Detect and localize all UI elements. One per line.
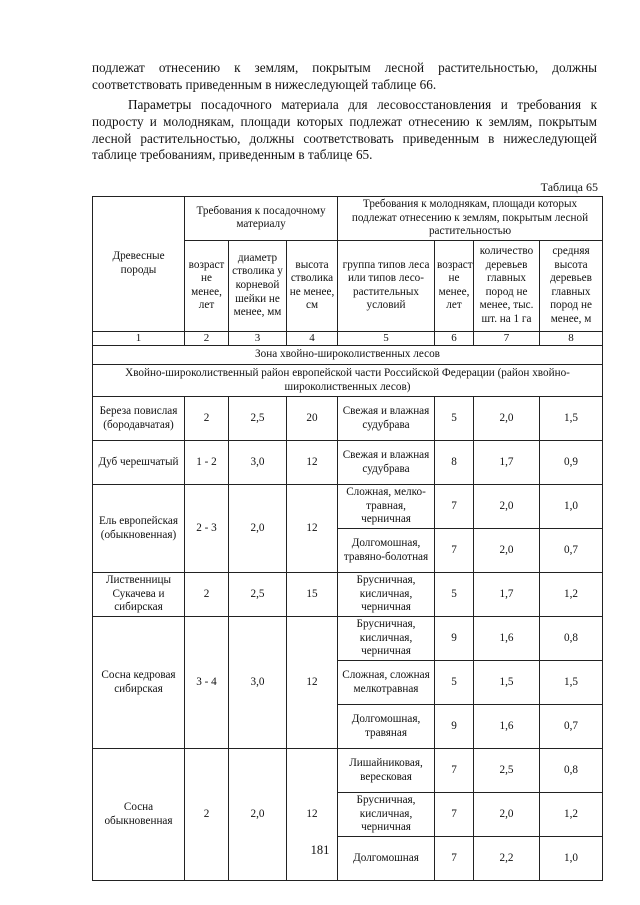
header-species: Древесные породы [93, 197, 185, 332]
planting-age-cell: 2 [185, 749, 229, 881]
header-planting-material: Требования к посадочному материалу [185, 197, 338, 241]
col-number: 5 [338, 331, 435, 346]
young-age-cell: 7 [435, 529, 474, 573]
tree-count-cell: 1,5 [474, 661, 540, 705]
header-young-age: возраст не менее, лет [435, 240, 474, 331]
header-avg-height: средняя высота деревьев главных пород не менее, м [540, 240, 603, 331]
avg-height-cell: 1,2 [540, 573, 603, 617]
planting-age-cell: 2 [185, 573, 229, 617]
height-cell: 12 [287, 749, 338, 881]
avg-height-cell: 1,5 [540, 661, 603, 705]
avg-height-cell: 1,0 [540, 837, 603, 881]
tree-count-cell: 2,0 [474, 529, 540, 573]
header-diameter: диаметр стволика у корневой шейки не менее, мм [229, 240, 287, 331]
height-cell: 20 [287, 397, 338, 441]
header-tree-count: количество деревьев главных пород не менее, тыс. шт. на 1 га [474, 240, 540, 331]
table-row [93, 617, 603, 661]
species-cell: Сосна обыкновенная [93, 749, 185, 881]
avg-height-cell: 0,7 [540, 529, 603, 573]
col-number: 4 [287, 331, 338, 346]
planting-age-cell: 2 - 3 [185, 485, 229, 573]
diameter-cell: 2,5 [229, 573, 287, 617]
species-cell: Дуб черешчатый [93, 441, 185, 485]
table-row [93, 573, 603, 617]
tree-count-cell: 2,0 [474, 397, 540, 441]
forest-type-cell: Долгомошная, травяная [338, 705, 435, 749]
young-age-cell: 9 [435, 617, 474, 661]
forest-type-cell: Сложная, сложная мелкотравная [338, 661, 435, 705]
tree-count-cell: 2,2 [474, 837, 540, 881]
tree-count-cell: 1,6 [474, 705, 540, 749]
tree-count-cell: 2,0 [474, 793, 540, 837]
forest-type-cell: Долгомошная [338, 837, 435, 881]
height-cell: 12 [287, 441, 338, 485]
table-row [93, 749, 603, 793]
young-age-cell: 7 [435, 793, 474, 837]
requirements-table [92, 196, 603, 881]
species-cell: Сосна кедровая сибирская [93, 617, 185, 749]
young-age-cell: 7 [435, 837, 474, 881]
young-age-cell: 7 [435, 485, 474, 529]
col-number: 6 [435, 331, 474, 346]
tree-count-cell: 1,7 [474, 573, 540, 617]
tree-count-cell: 2,0 [474, 485, 540, 529]
tree-count-cell: 1,7 [474, 441, 540, 485]
paragraph-2: Параметры посадочного материала для лесовосстановления и требования к подросту и молоднякам, площади которых подлежат отнесению к землям, покрытым лесной растительностью, должны соответствовать приведенным в нижеследующей таблице требованиям, приведенным в таблице 65. [92, 97, 597, 163]
species-cell: Береза повислая (бородавчатая) [93, 397, 185, 441]
height-cell: 12 [287, 617, 338, 749]
young-age-cell: 9 [435, 705, 474, 749]
height-cell: 15 [287, 573, 338, 617]
planting-age-cell: 3 - 4 [185, 617, 229, 749]
header-age: возраст не менее, лет [185, 240, 229, 331]
forest-type-cell: Лишайниковая, вересковая [338, 749, 435, 793]
table-row [93, 397, 603, 441]
region-row: Хвойно-широколиственный район европейской части Российской Федерации (район хвойно-широколиственных лесов) [93, 364, 603, 396]
table-row [93, 441, 603, 485]
diameter-cell: 3,0 [229, 441, 287, 485]
page-number: 181 [310, 843, 330, 857]
col-number: 8 [540, 331, 603, 346]
table-caption: Таблица 65 [540, 180, 598, 194]
col-number: 3 [229, 331, 287, 346]
diameter-cell: 2,0 [229, 485, 287, 573]
avg-height-cell: 0,8 [540, 617, 603, 661]
young-age-cell: 5 [435, 573, 474, 617]
col-number: 7 [474, 331, 540, 346]
avg-height-cell: 0,9 [540, 441, 603, 485]
young-age-cell: 5 [435, 397, 474, 441]
young-age-cell: 8 [435, 441, 474, 485]
forest-type-cell: Свежая и влажная судубрава [338, 397, 435, 441]
diameter-cell: 2,0 [229, 749, 287, 881]
col-number: 1 [93, 331, 185, 346]
header-height: высота стволика не менее, см [287, 240, 338, 331]
zone-row: Зона хвойно-широколиственных лесов [93, 346, 603, 365]
young-age-cell: 7 [435, 749, 474, 793]
height-cell: 12 [287, 485, 338, 573]
forest-type-cell: Брусничная, кисличная, черничная [338, 573, 435, 617]
avg-height-cell: 0,8 [540, 749, 603, 793]
planting-age-cell: 1 - 2 [185, 441, 229, 485]
forest-type-cell: Сложная, мелко-травная, черничная [338, 485, 435, 529]
header-forest-type: группа типов леса или типов лесо-растительных условий [338, 240, 435, 331]
forest-type-cell: Брусничная, кисличная, черничная [338, 617, 435, 661]
avg-height-cell: 1,2 [540, 793, 603, 837]
tree-count-cell: 1,6 [474, 617, 540, 661]
avg-height-cell: 0,7 [540, 705, 603, 749]
diameter-cell: 2,5 [229, 397, 287, 441]
table-row [93, 485, 603, 529]
forest-type-cell: Брусничная, кисличная, черничная [338, 793, 435, 837]
young-age-cell: 5 [435, 661, 474, 705]
forest-type-cell: Долгомошная, травяно-болотная [338, 529, 435, 573]
planting-age-cell: 2 [185, 397, 229, 441]
species-cell: Лиственницы Сукачева и сибирская [93, 573, 185, 617]
header-young-stands: Требования к молоднякам, площади которых подлежат отнесению к землям, покрытым лесной растительностью [338, 197, 603, 241]
avg-height-cell: 1,5 [540, 397, 603, 441]
forest-type-cell: Свежая и влажная судубрава [338, 441, 435, 485]
avg-height-cell: 1,0 [540, 485, 603, 529]
species-cell: Ель европейская (обыкновенная) [93, 485, 185, 573]
paragraph-1: подлежат отнесению к землям, покрытым лесной растительностью, должны соответствовать приведенным в нижеследующей таблице 66. [92, 60, 597, 92]
col-number: 2 [185, 331, 229, 346]
diameter-cell: 3,0 [229, 617, 287, 749]
tree-count-cell: 2,5 [474, 749, 540, 793]
